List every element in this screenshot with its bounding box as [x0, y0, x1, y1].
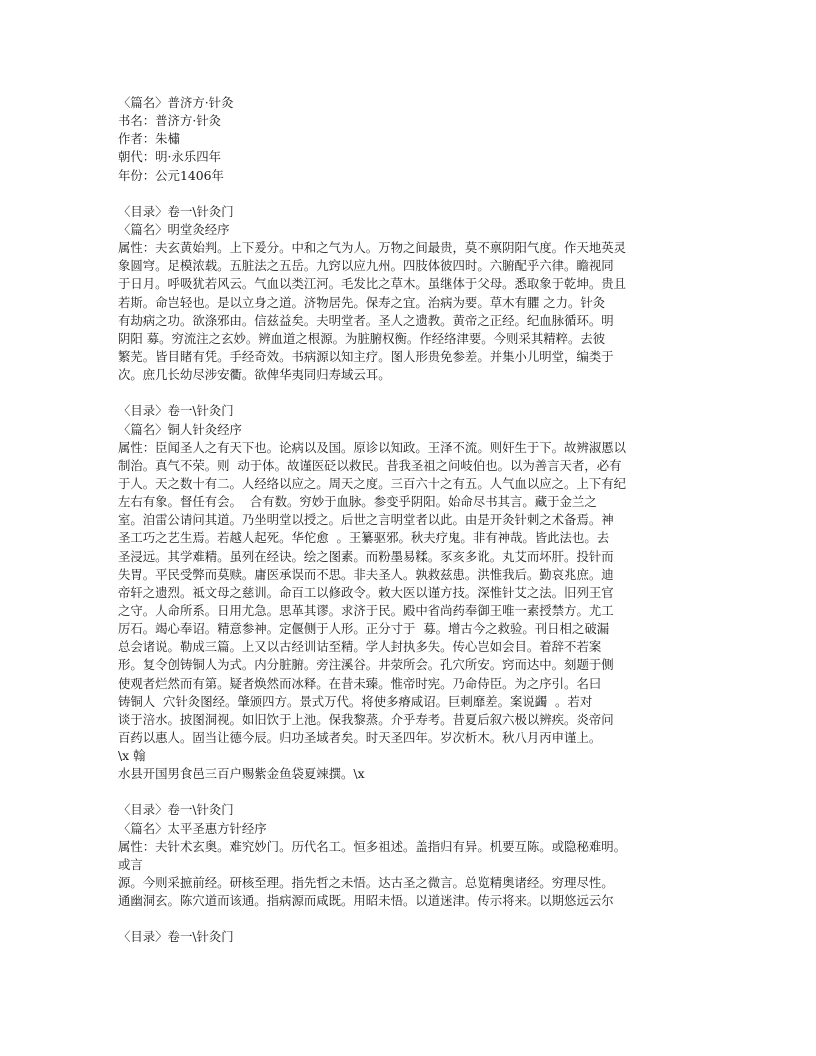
section-taiping-preface: [118, 801, 702, 910]
section-tongren-preface: [118, 402, 702, 783]
text-line: 属性：夫针术玄奥。难究妙门。历代名工。恒多祖述。盖指归有异。机要互陈。或隐秘难明。: [118, 838, 627, 854]
text-line: 属性：夫玄黄始判。上下爰分。中和之气为人。万物之间最贵，莫不禀阴阳气度。作天地英灵: [118, 240, 627, 256]
text-line: 作者：朱橚: [118, 131, 180, 147]
text-line: 厉石。竭心奉诏。精意参神。定偃侧于人形。正分寸于 募。增古今之救验。刊日相之破漏: [118, 621, 610, 637]
text-line: 〈目录〉卷一\针灸门: [118, 403, 234, 419]
text-line: 若斯。命岂轻也。是以立身之道。济物居先。保寿之宜。治病为要。草木有臞 之力。针灸: [118, 294, 606, 310]
text-line: 或言: [118, 856, 143, 872]
section-book-info: [118, 94, 702, 185]
text-line: 总会诸说。勒成三篇。上又以古经训诂至精。学人封执多失。传心岂如会目。着辞不若案: [118, 639, 602, 655]
blank-line: [118, 783, 702, 801]
blank-line: [118, 384, 702, 402]
blank-line: [118, 910, 702, 928]
text-line: 〈篇名〉铜人针灸经序: [118, 421, 242, 437]
text-line: 〈篇名〉明堂灸经序: [118, 221, 230, 237]
text-line: 室。洎雷公请问其道。乃坐明堂以授之。后世之言明堂者以此。由是开灸针刺之术备焉。神: [118, 512, 614, 528]
text-line: 〈目录〉卷一\针灸门: [118, 802, 234, 818]
text-line: 谈于涪水。披图洞视。如旧饮于上池。保我黎蒸。介乎寿考。昔夏后叙六极以辨疾。炎帝问: [118, 711, 614, 727]
text-line: 年份：公元1406年: [118, 167, 224, 183]
text-line: 于人。天之数十有二。人经络以应之。周天之度。三百六十之有五。人气血以应之。上下有纪: [118, 475, 627, 491]
text-line: 次。庶几长幼尽涉安衢。欲俾华夷同归寿域云耳。: [118, 367, 391, 383]
document-page: [118, 94, 702, 947]
blank-line: [118, 185, 702, 203]
text-line: 繁芜。皆目睹有凭。手经奇效。书病源以知主疗。图人形贵免参差。并集小儿明堂，编类于: [118, 348, 614, 364]
text-line: 〈篇名〉普济方·针灸: [118, 95, 234, 110]
text-line: 源。今则采摭前经。研核至理。指先哲之未悟。达古圣之微言。总览精奥诸经。穷理尽性。: [118, 875, 614, 891]
text-line: 制治。真气不荣。则 动于体。故谨医砭以救民。昔我圣祖之问岐伯也。以为善言天者，必有: [118, 457, 622, 473]
text-line: 〈目录〉卷一\针灸门: [118, 929, 234, 945]
text-line: 百药以惠人。固当让德今辰。归功圣域者矣。时天圣四年。岁次析木。秋八月丙申谨上。: [118, 729, 602, 745]
section-mingtang-preface: [118, 203, 702, 384]
text-line: 使观者烂然而有第。疑者焕然而冰释。在昔未臻。惟帝时宪。乃命侍臣。为之序引。名曰: [118, 675, 602, 691]
text-line: 水县开国男食邑三百户赐紫金鱼袋夏竦撰。\x: [118, 766, 365, 782]
text-line: 朝代：明·永乐四年: [118, 149, 222, 165]
text-line: 阴阳 募。穷流注之玄妙。辨血道之根源。为脏腑权衡。作经络津要。今则采其精粹。去彼: [118, 330, 606, 346]
text-line: 象圆穹。足模浓载。五脏法之五岳。九窍以应九州。四肢体彼四时。六腑配乎六律。瞻视同: [118, 258, 614, 274]
text-line: 〈篇名〉太平圣惠方针经序: [118, 820, 267, 836]
text-line: 通幽洞玄。陈穴道而该通。指病源而咸既。用昭未悟。以道迷津。传示将来。以期悠远云尔: [118, 893, 614, 909]
text-line: 有劫病之功。欲涤邪由。信兹益矣。夫明堂者。圣人之遗教。黄帝之正经。纪血脉循环。明: [118, 312, 614, 328]
text-line: 铸铜人 穴针灸图经。肇颁四方。景式万代。将使多瘠咸诏。巨刺靡差。案说蠲 。若对: [118, 693, 593, 709]
section-next-catalog: [118, 928, 702, 946]
text-line: 左右有象。督任有会。 合有数。穷妙于血脉。参变乎阴阳。始命尽书其言。藏于金兰之: [118, 494, 597, 510]
text-line: 形。复令创铸铜人为式。内分脏腑。旁注溪谷。井荥所会。孔穴所安。窍而达中。刻题于侧: [118, 657, 614, 673]
text-line: 于日月。呼吸犹若风云。气血以类江河。毛发比之草木。虽继体于父母。悉取象于乾坤。贵且: [118, 276, 627, 292]
text-line: 帝轩之遗烈。祗文母之慈训。命百工以修政令。敕大医以谨方技。深惟针艾之法。旧列王官: [118, 584, 614, 600]
text-line: 圣工巧之艺生焉。若越人起死。华佗愈 。王纂驱邪。秋夫疗鬼。非有神哉。皆此法也。去: [118, 530, 610, 546]
text-line: 圣浸远。其学难精。虽列在经诀。绘之图素。而粉墨易糅。豕亥多讹。丸艾而坏肝。投针而: [118, 548, 614, 564]
text-line: 书名：普济方·针灸: [118, 113, 222, 129]
text-line: 之守。人命所系。日用尤急。思革其谬。求济于民。殿中省尚药奉御王唯一素授禁方。尤工: [118, 602, 614, 618]
text-line: 失胃。平民受弊而莫赎。庸医承误而不思。非夫圣人。孰救兹患。洪惟我后。勤哀兆庶。迪: [118, 566, 614, 582]
text-line: \x 翰: [118, 748, 146, 764]
text-line: 属性：臣闻圣人之有天下也。论病以及国。原诊以知政。王泽不流。则奸生于下。故辨淑慝以: [118, 439, 627, 455]
text-line: 〈目录〉卷一\针灸门: [118, 203, 234, 219]
